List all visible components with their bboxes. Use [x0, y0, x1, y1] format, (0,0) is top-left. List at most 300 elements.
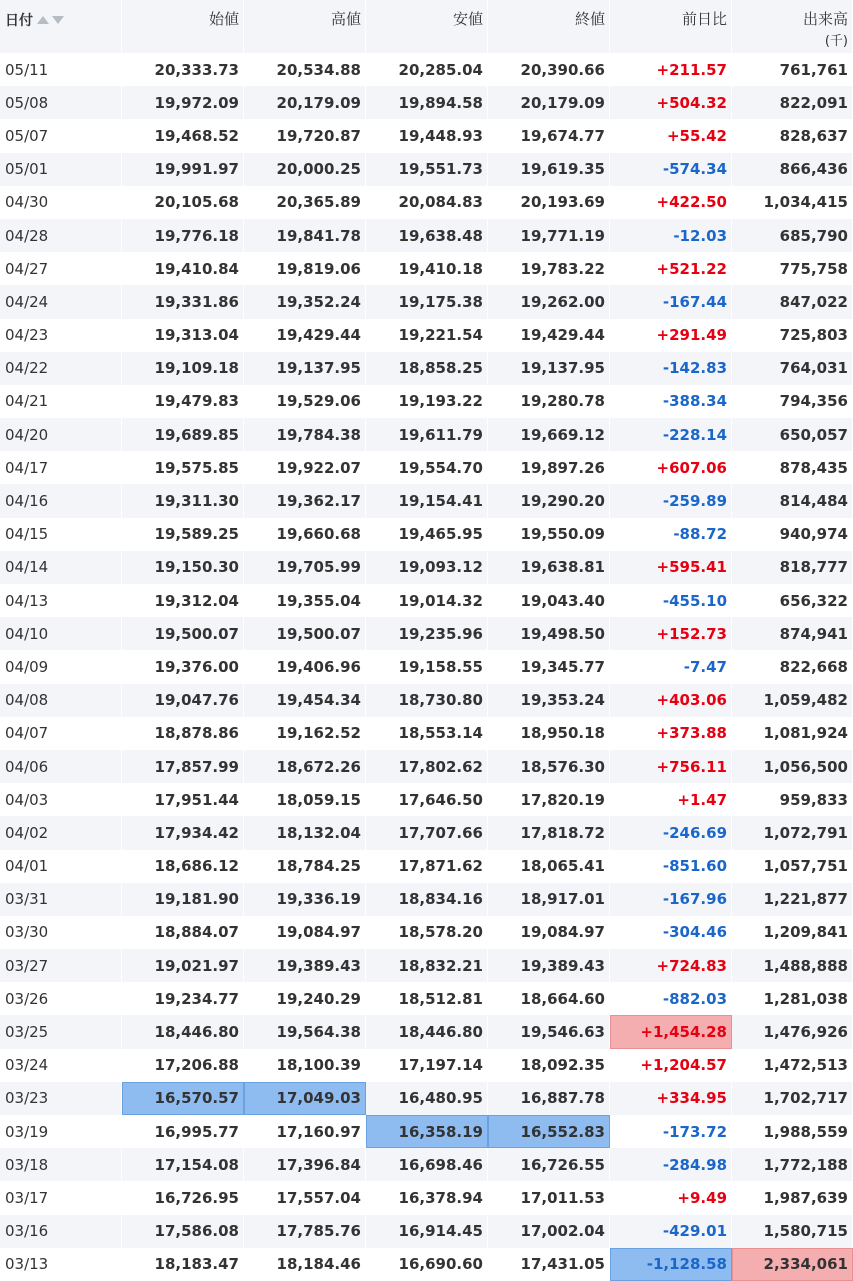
- cell-volume: 1,772,188: [732, 1148, 853, 1181]
- cell-low: 17,707.66: [366, 816, 488, 849]
- cell-change: +1,204.57: [610, 1049, 732, 1082]
- cell-low: 16,358.19: [366, 1115, 488, 1148]
- cell-high: 17,557.04: [244, 1181, 366, 1214]
- cell-volume: 685,790: [732, 219, 853, 252]
- cell-close: 19,674.77: [488, 119, 610, 152]
- cell-volume: 847,022: [732, 285, 853, 318]
- cell-date: 03/13: [0, 1248, 122, 1281]
- cell-low: 17,871.62: [366, 850, 488, 883]
- cell-close: 19,638.81: [488, 551, 610, 584]
- cell-change: -284.98: [610, 1148, 732, 1181]
- cell-change: +504.32: [610, 86, 732, 119]
- cell-change: +9.49: [610, 1181, 732, 1214]
- cell-change: +152.73: [610, 617, 732, 650]
- column-header-close: 終値: [488, 0, 610, 53]
- column-header-high: 高値: [244, 0, 366, 53]
- cell-change: -429.01: [610, 1215, 732, 1248]
- cell-change: -142.83: [610, 352, 732, 385]
- cell-volume: 1,034,415: [732, 186, 853, 219]
- cell-high: 19,841.78: [244, 219, 366, 252]
- cell-volume: 1,476,926: [732, 1015, 853, 1048]
- cell-open: 19,410.84: [122, 252, 244, 285]
- cell-close: 18,917.01: [488, 883, 610, 916]
- cell-date: 03/26: [0, 982, 122, 1015]
- cell-low: 19,193.22: [366, 385, 488, 418]
- cell-volume: 1,488,888: [732, 949, 853, 982]
- table-row: [0, 285, 853, 318]
- cell-high: 17,049.03: [244, 1082, 366, 1115]
- cell-date: 05/08: [0, 86, 122, 119]
- cell-high: 19,137.95: [244, 352, 366, 385]
- cell-low: 19,638.48: [366, 219, 488, 252]
- cell-volume: 1,221,877: [732, 883, 853, 916]
- cell-change: +521.22: [610, 252, 732, 285]
- cell-open: 19,313.04: [122, 319, 244, 352]
- cell-volume: 874,941: [732, 617, 853, 650]
- cell-change: +291.49: [610, 319, 732, 352]
- cell-change: -167.44: [610, 285, 732, 318]
- table-row: [0, 750, 853, 783]
- cell-low: 19,154.41: [366, 484, 488, 517]
- cell-close: 19,498.50: [488, 617, 610, 650]
- cell-date: 03/31: [0, 883, 122, 916]
- cell-change: -228.14: [610, 418, 732, 451]
- cell-change: +403.06: [610, 684, 732, 717]
- cell-close: 19,290.20: [488, 484, 610, 517]
- cell-low: 19,611.79: [366, 418, 488, 451]
- cell-open: 19,589.25: [122, 518, 244, 551]
- cell-date: 04/08: [0, 684, 122, 717]
- cell-low: 16,378.94: [366, 1181, 488, 1214]
- cell-close: 17,820.19: [488, 783, 610, 816]
- cell-close: 17,002.04: [488, 1215, 610, 1248]
- cell-change: -167.96: [610, 883, 732, 916]
- cell-change: -1,128.58: [610, 1248, 732, 1281]
- cell-high: 19,454.34: [244, 684, 366, 717]
- cell-low: 19,014.32: [366, 584, 488, 617]
- cell-close: 17,011.53: [488, 1181, 610, 1214]
- cell-low: 20,285.04: [366, 53, 488, 86]
- cell-volume: 1,081,924: [732, 717, 853, 750]
- cell-date: 03/27: [0, 949, 122, 982]
- table-row: [0, 1148, 853, 1181]
- cell-close: 19,783.22: [488, 252, 610, 285]
- table-row: [0, 1215, 853, 1248]
- cell-low: 16,698.46: [366, 1148, 488, 1181]
- cell-open: 19,181.90: [122, 883, 244, 916]
- cell-low: 20,084.83: [366, 186, 488, 219]
- cell-high: 19,406.96: [244, 650, 366, 683]
- table-row: [0, 86, 853, 119]
- cell-date: 03/18: [0, 1148, 122, 1181]
- cell-volume: 1,059,482: [732, 684, 853, 717]
- cell-date: 04/27: [0, 252, 122, 285]
- cell-change: +334.95: [610, 1082, 732, 1115]
- cell-low: 19,235.96: [366, 617, 488, 650]
- cell-open: 17,857.99: [122, 750, 244, 783]
- column-header-change: 前日比: [610, 0, 732, 53]
- cell-change: -304.46: [610, 916, 732, 949]
- column-header-volume-label: 出来高: [802, 10, 848, 28]
- cell-date: 04/02: [0, 816, 122, 849]
- cell-high: 19,336.19: [244, 883, 366, 916]
- cell-low: 19,551.73: [366, 153, 488, 186]
- cell-date: 04/10: [0, 617, 122, 650]
- sort-descending-icon[interactable]: [52, 16, 64, 24]
- cell-date: 04/14: [0, 551, 122, 584]
- cell-open: 17,154.08: [122, 1148, 244, 1181]
- cell-date: 03/24: [0, 1049, 122, 1082]
- cell-low: 18,446.80: [366, 1015, 488, 1048]
- cell-close: 19,280.78: [488, 385, 610, 418]
- cell-volume: 1,209,841: [732, 916, 853, 949]
- cell-open: 18,884.07: [122, 916, 244, 949]
- cell-close: 16,726.55: [488, 1148, 610, 1181]
- column-header-volume: [732, 0, 853, 53]
- column-header-date[interactable]: [0, 0, 122, 53]
- table-row: [0, 53, 853, 86]
- cell-change: -882.03: [610, 982, 732, 1015]
- cell-high: 18,184.46: [244, 1248, 366, 1281]
- cell-change: +756.11: [610, 750, 732, 783]
- cell-high: 19,362.17: [244, 484, 366, 517]
- cell-low: 18,730.80: [366, 684, 488, 717]
- cell-low: 19,158.55: [366, 650, 488, 683]
- cell-high: 19,240.29: [244, 982, 366, 1015]
- cell-volume: 822,091: [732, 86, 853, 119]
- cell-high: 19,429.44: [244, 319, 366, 352]
- cell-date: 05/11: [0, 53, 122, 86]
- cell-low: 18,578.20: [366, 916, 488, 949]
- cell-high: 17,396.84: [244, 1148, 366, 1181]
- cell-volume: 828,637: [732, 119, 853, 152]
- cell-low: 19,410.18: [366, 252, 488, 285]
- cell-open: 19,234.77: [122, 982, 244, 1015]
- cell-change: -88.72: [610, 518, 732, 551]
- cell-date: 04/06: [0, 750, 122, 783]
- column-header-open: 始値: [122, 0, 244, 53]
- table-row: [0, 352, 853, 385]
- cell-high: 19,819.06: [244, 252, 366, 285]
- table-row: [0, 186, 853, 219]
- cell-open: 19,109.18: [122, 352, 244, 385]
- cell-open: 20,105.68: [122, 186, 244, 219]
- cell-low: 18,834.16: [366, 883, 488, 916]
- table-row: [0, 850, 853, 883]
- cell-high: 19,529.06: [244, 385, 366, 418]
- cell-close: 20,193.69: [488, 186, 610, 219]
- cell-open: 19,150.30: [122, 551, 244, 584]
- cell-open: 17,586.08: [122, 1215, 244, 1248]
- cell-close: 19,429.44: [488, 319, 610, 352]
- cell-date: 03/25: [0, 1015, 122, 1048]
- cell-open: 19,311.30: [122, 484, 244, 517]
- cell-open: 20,333.73: [122, 53, 244, 86]
- cell-close: 19,137.95: [488, 352, 610, 385]
- cell-date: 04/24: [0, 285, 122, 318]
- volume-unit-label: (千): [824, 34, 848, 49]
- cell-date: 04/15: [0, 518, 122, 551]
- table-row: [0, 949, 853, 982]
- cell-close: 18,576.30: [488, 750, 610, 783]
- cell-close: 19,262.00: [488, 285, 610, 318]
- cell-high: 19,389.43: [244, 949, 366, 982]
- table-row: [0, 982, 853, 1015]
- sort-ascending-icon[interactable]: [37, 16, 49, 24]
- cell-volume: 775,758: [732, 252, 853, 285]
- table-row: [0, 1049, 853, 1082]
- cell-open: 19,331.86: [122, 285, 244, 318]
- cell-close: 18,092.35: [488, 1049, 610, 1082]
- cell-low: 19,448.93: [366, 119, 488, 152]
- cell-change: +1.47: [610, 783, 732, 816]
- cell-close: 20,179.09: [488, 86, 610, 119]
- cell-low: 18,832.21: [366, 949, 488, 982]
- cell-date: 04/09: [0, 650, 122, 683]
- cell-open: 19,689.85: [122, 418, 244, 451]
- cell-date: 03/16: [0, 1215, 122, 1248]
- cell-high: 19,084.97: [244, 916, 366, 949]
- cell-open: 19,500.07: [122, 617, 244, 650]
- cell-open: 18,446.80: [122, 1015, 244, 1048]
- cell-low: 17,802.62: [366, 750, 488, 783]
- cell-change: +595.41: [610, 551, 732, 584]
- cell-change: -173.72: [610, 1115, 732, 1148]
- column-header-low: 安値: [366, 0, 488, 53]
- cell-high: 19,922.07: [244, 451, 366, 484]
- cell-open: 19,312.04: [122, 584, 244, 617]
- cell-high: 19,162.52: [244, 717, 366, 750]
- cell-date: 04/07: [0, 717, 122, 750]
- cell-close: 19,771.19: [488, 219, 610, 252]
- cell-close: 19,084.97: [488, 916, 610, 949]
- table-row: [0, 119, 853, 152]
- cell-volume: 1,057,751: [732, 850, 853, 883]
- cell-date: 04/17: [0, 451, 122, 484]
- cell-date: 04/01: [0, 850, 122, 883]
- table-row: [0, 584, 853, 617]
- cell-close: 19,043.40: [488, 584, 610, 617]
- cell-open: 19,468.52: [122, 119, 244, 152]
- table-header: [0, 0, 853, 53]
- cell-high: 19,352.24: [244, 285, 366, 318]
- cell-volume: 822,668: [732, 650, 853, 683]
- cell-high: 20,534.88: [244, 53, 366, 86]
- cell-open: 16,995.77: [122, 1115, 244, 1148]
- cell-volume: 878,435: [732, 451, 853, 484]
- cell-volume: 940,974: [732, 518, 853, 551]
- cell-close: 16,887.78: [488, 1082, 610, 1115]
- cell-open: 18,878.86: [122, 717, 244, 750]
- cell-date: 04/16: [0, 484, 122, 517]
- cell-open: 19,991.97: [122, 153, 244, 186]
- cell-high: 19,500.07: [244, 617, 366, 650]
- table-row: [0, 219, 853, 252]
- column-header-date-label: 日付: [5, 13, 33, 29]
- cell-low: 19,894.58: [366, 86, 488, 119]
- cell-high: 19,660.68: [244, 518, 366, 551]
- cell-high: 18,132.04: [244, 816, 366, 849]
- cell-date: 04/28: [0, 219, 122, 252]
- cell-close: 17,818.72: [488, 816, 610, 849]
- cell-open: 17,951.44: [122, 783, 244, 816]
- table-row: [0, 451, 853, 484]
- cell-change: -7.47: [610, 650, 732, 683]
- cell-low: 18,512.81: [366, 982, 488, 1015]
- cell-close: 18,065.41: [488, 850, 610, 883]
- cell-date: 04/13: [0, 584, 122, 617]
- cell-close: 19,897.26: [488, 451, 610, 484]
- cell-close: 19,353.24: [488, 684, 610, 717]
- cell-change: -12.03: [610, 219, 732, 252]
- table-row: [0, 153, 853, 186]
- cell-high: 17,160.97: [244, 1115, 366, 1148]
- table-row: [0, 916, 853, 949]
- table-row: [0, 551, 853, 584]
- cell-date: 03/23: [0, 1082, 122, 1115]
- table-row: [0, 883, 853, 916]
- table-row: [0, 252, 853, 285]
- cell-change: +422.50: [610, 186, 732, 219]
- table-row: [0, 816, 853, 849]
- cell-open: 18,183.47: [122, 1248, 244, 1281]
- cell-high: 17,785.76: [244, 1215, 366, 1248]
- cell-volume: 818,777: [732, 551, 853, 584]
- cell-change: -259.89: [610, 484, 732, 517]
- cell-change: +211.57: [610, 53, 732, 86]
- table-row: [0, 484, 853, 517]
- cell-open: 18,686.12: [122, 850, 244, 883]
- cell-date: 04/22: [0, 352, 122, 385]
- cell-open: 16,570.57: [122, 1082, 244, 1115]
- cell-open: 19,047.76: [122, 684, 244, 717]
- cell-volume: 1,056,500: [732, 750, 853, 783]
- cell-volume: 794,356: [732, 385, 853, 418]
- cell-volume: 1,580,715: [732, 1215, 853, 1248]
- table-row: [0, 783, 853, 816]
- cell-close: 19,550.09: [488, 518, 610, 551]
- cell-close: 19,389.43: [488, 949, 610, 982]
- cell-high: 19,720.87: [244, 119, 366, 152]
- cell-open: 17,206.88: [122, 1049, 244, 1082]
- cell-date: 04/03: [0, 783, 122, 816]
- cell-change: -388.34: [610, 385, 732, 418]
- cell-low: 17,197.14: [366, 1049, 488, 1082]
- cell-close: 17,431.05: [488, 1248, 610, 1281]
- table-row: [0, 1115, 853, 1148]
- cell-volume: 814,484: [732, 484, 853, 517]
- cell-change: +607.06: [610, 451, 732, 484]
- cell-volume: 866,436: [732, 153, 853, 186]
- table-row: [0, 717, 853, 750]
- table-row: [0, 684, 853, 717]
- cell-high: 18,784.25: [244, 850, 366, 883]
- cell-high: 18,059.15: [244, 783, 366, 816]
- cell-volume: 761,761: [732, 53, 853, 86]
- cell-low: 19,465.95: [366, 518, 488, 551]
- cell-volume: 656,322: [732, 584, 853, 617]
- table-body: [0, 53, 853, 1281]
- cell-close: 18,950.18: [488, 717, 610, 750]
- cell-open: 19,376.00: [122, 650, 244, 683]
- cell-date: 03/19: [0, 1115, 122, 1148]
- cell-open: 16,726.95: [122, 1181, 244, 1214]
- cell-open: 19,575.85: [122, 451, 244, 484]
- cell-close: 19,546.63: [488, 1015, 610, 1048]
- cell-high: 19,784.38: [244, 418, 366, 451]
- cell-high: 18,672.26: [244, 750, 366, 783]
- cell-close: 19,669.12: [488, 418, 610, 451]
- table-row: [0, 385, 853, 418]
- table-row: [0, 1248, 853, 1281]
- cell-low: 19,221.54: [366, 319, 488, 352]
- cell-high: 19,564.38: [244, 1015, 366, 1048]
- cell-change: -455.10: [610, 584, 732, 617]
- cell-close: 16,552.83: [488, 1115, 610, 1148]
- cell-volume: 1,987,639: [732, 1181, 853, 1214]
- cell-low: 16,914.45: [366, 1215, 488, 1248]
- cell-volume: 1,472,513: [732, 1049, 853, 1082]
- cell-date: 04/30: [0, 186, 122, 219]
- cell-low: 17,646.50: [366, 783, 488, 816]
- cell-close: 18,664.60: [488, 982, 610, 1015]
- cell-volume: 725,803: [732, 319, 853, 352]
- cell-date: 05/07: [0, 119, 122, 152]
- table-row: [0, 1181, 853, 1214]
- cell-change: +724.83: [610, 949, 732, 982]
- cell-date: 05/01: [0, 153, 122, 186]
- cell-date: 03/17: [0, 1181, 122, 1214]
- cell-date: 04/20: [0, 418, 122, 451]
- cell-volume: 2,334,061: [732, 1248, 853, 1281]
- table-row: [0, 650, 853, 683]
- table-row: [0, 319, 853, 352]
- cell-low: 16,480.95: [366, 1082, 488, 1115]
- cell-close: 19,619.35: [488, 153, 610, 186]
- table-row: [0, 1015, 853, 1048]
- cell-open: 19,479.83: [122, 385, 244, 418]
- cell-low: 16,690.60: [366, 1248, 488, 1281]
- cell-low: 18,553.14: [366, 717, 488, 750]
- cell-change: +1,454.28: [610, 1015, 732, 1048]
- cell-high: 20,179.09: [244, 86, 366, 119]
- cell-change: -851.60: [610, 850, 732, 883]
- cell-date: 04/23: [0, 319, 122, 352]
- cell-low: 18,858.25: [366, 352, 488, 385]
- cell-high: 20,365.89: [244, 186, 366, 219]
- cell-high: 19,705.99: [244, 551, 366, 584]
- cell-change: -246.69: [610, 816, 732, 849]
- cell-low: 19,175.38: [366, 285, 488, 318]
- cell-change: +55.42: [610, 119, 732, 152]
- cell-close: 19,345.77: [488, 650, 610, 683]
- cell-volume: 1,988,559: [732, 1115, 853, 1148]
- cell-date: 03/30: [0, 916, 122, 949]
- cell-low: 19,093.12: [366, 551, 488, 584]
- cell-low: 19,554.70: [366, 451, 488, 484]
- cell-volume: 959,833: [732, 783, 853, 816]
- table-row: [0, 518, 853, 551]
- cell-volume: 1,281,038: [732, 982, 853, 1015]
- cell-open: 19,021.97: [122, 949, 244, 982]
- cell-close: 20,390.66: [488, 53, 610, 86]
- cell-open: 19,776.18: [122, 219, 244, 252]
- cell-high: 19,355.04: [244, 584, 366, 617]
- table-row: [0, 617, 853, 650]
- cell-volume: 764,031: [732, 352, 853, 385]
- cell-date: 04/21: [0, 385, 122, 418]
- cell-volume: 1,702,717: [732, 1082, 853, 1115]
